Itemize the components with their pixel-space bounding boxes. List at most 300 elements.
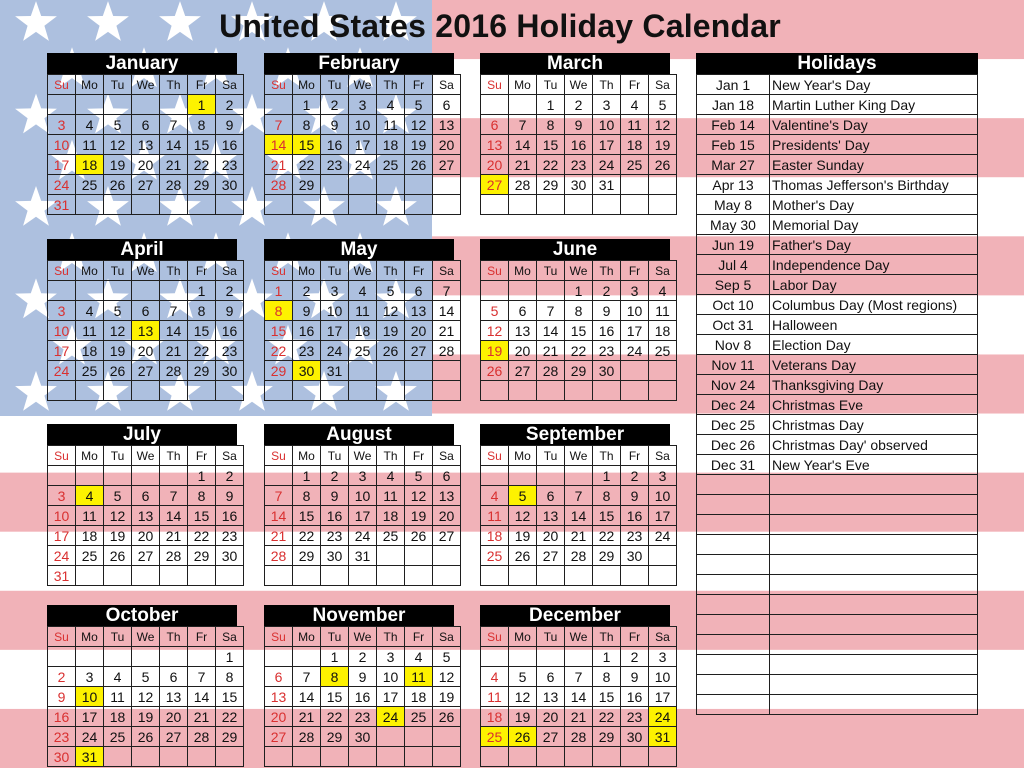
day-cell: 30	[216, 361, 244, 381]
weekday-label: We	[132, 627, 160, 647]
weekday-label: Tu	[104, 75, 132, 95]
holiday-date	[697, 675, 770, 695]
day-cell: 18	[76, 526, 104, 546]
day-cell: 5	[405, 95, 433, 115]
holiday-row	[697, 215, 978, 235]
day-cell	[104, 281, 132, 301]
day-cell: 25	[349, 341, 377, 361]
day-cell: 13	[433, 486, 461, 506]
day-cell: 21	[509, 155, 537, 175]
day-cell: 26	[405, 526, 433, 546]
weekday-label: Su	[481, 75, 509, 95]
holiday-name	[770, 475, 978, 495]
day-cell: 2	[565, 95, 593, 115]
day-cell	[537, 647, 565, 667]
day-cell	[48, 647, 76, 667]
page-title: United States 2016 Holiday Calendar	[219, 8, 781, 44]
day-cell: 21	[433, 321, 461, 341]
day-cell: 22	[216, 707, 244, 727]
day-cell: 9	[621, 486, 649, 506]
day-cell	[509, 466, 537, 486]
day-cell: 4	[76, 301, 104, 321]
week-row	[265, 566, 461, 586]
holiday-row	[697, 455, 978, 475]
day-cell	[76, 95, 104, 115]
day-cell: 22	[293, 155, 321, 175]
day-cell	[132, 466, 160, 486]
day-cell: 12	[405, 486, 433, 506]
day-cell: 12	[509, 506, 537, 526]
day-cell: 9	[321, 115, 349, 135]
holiday-name: Easter Sunday	[770, 155, 978, 175]
holiday-day-cell: 4	[76, 486, 104, 506]
day-cell: 19	[104, 341, 132, 361]
day-cell	[537, 281, 565, 301]
holiday-empty-row	[697, 695, 978, 715]
day-cell: 10	[349, 486, 377, 506]
day-cell: 21	[188, 707, 216, 727]
day-cell: 10	[649, 486, 677, 506]
day-cell	[76, 466, 104, 486]
weekday-label: We	[349, 627, 377, 647]
day-cell	[621, 361, 649, 381]
day-cell: 4	[377, 466, 405, 486]
day-cell: 22	[537, 155, 565, 175]
day-cell: 8	[188, 115, 216, 135]
day-cell: 20	[405, 321, 433, 341]
month-april	[47, 239, 237, 401]
day-cell	[188, 195, 216, 215]
day-cell	[132, 281, 160, 301]
day-cell: 17	[593, 135, 621, 155]
day-cell	[265, 466, 293, 486]
day-cell	[405, 546, 433, 566]
holiday-day-cell: 14	[265, 135, 293, 155]
day-cell: 4	[377, 95, 405, 115]
week-row	[48, 115, 244, 135]
weekday-label: Mo	[76, 75, 104, 95]
day-cell: 23	[593, 341, 621, 361]
week-row	[48, 361, 244, 381]
weekday-label: Fr	[405, 75, 433, 95]
day-cell: 27	[160, 727, 188, 747]
holiday-row	[697, 95, 978, 115]
day-cell	[565, 747, 593, 767]
week-row	[265, 361, 461, 381]
day-cell: 13	[132, 135, 160, 155]
day-cell	[565, 195, 593, 215]
day-cell: 29	[188, 546, 216, 566]
day-cell: 7	[265, 486, 293, 506]
day-cell: 10	[48, 321, 76, 341]
weekday-label: Sa	[433, 446, 461, 466]
holiday-empty-row	[697, 555, 978, 575]
day-cell	[76, 381, 104, 401]
week-row	[481, 195, 677, 215]
day-cell: 1	[537, 95, 565, 115]
holiday-date	[697, 515, 770, 535]
weekday-label: Th	[593, 75, 621, 95]
week-row	[265, 526, 461, 546]
day-cell: 29	[293, 546, 321, 566]
day-cell: 23	[216, 341, 244, 361]
day-cell: 13	[405, 301, 433, 321]
holiday-day-cell: 24	[649, 707, 677, 727]
weekday-label: Su	[48, 446, 76, 466]
day-cell: 19	[405, 506, 433, 526]
day-cell: 31	[593, 175, 621, 195]
holiday-row	[697, 375, 978, 395]
holiday-name: Thanksgiving Day	[770, 375, 978, 395]
day-cell	[293, 747, 321, 767]
day-cell	[481, 647, 509, 667]
day-cell: 3	[321, 281, 349, 301]
week-row	[265, 466, 461, 486]
day-cell	[649, 195, 677, 215]
day-cell	[509, 281, 537, 301]
day-cell: 13	[537, 687, 565, 707]
weekday-label: Su	[265, 627, 293, 647]
month-february	[264, 53, 454, 215]
weekday-label: Su	[265, 75, 293, 95]
day-cell: 26	[104, 546, 132, 566]
holiday-name: Labor Day	[770, 275, 978, 295]
holiday-date	[697, 595, 770, 615]
day-cell: 29	[537, 175, 565, 195]
weekday-label: Th	[377, 627, 405, 647]
day-cell: 11	[349, 301, 377, 321]
weekday-label: Fr	[621, 75, 649, 95]
day-cell: 16	[621, 506, 649, 526]
holiday-date: Jul 4	[697, 255, 770, 275]
day-cell: 5	[104, 115, 132, 135]
day-cell: 19	[405, 135, 433, 155]
day-cell	[433, 727, 461, 747]
holiday-day-cell: 10	[76, 687, 104, 707]
day-cell	[649, 546, 677, 566]
day-cell: 17	[649, 506, 677, 526]
holiday-row	[697, 115, 978, 135]
holiday-date: Sep 5	[697, 275, 770, 295]
day-cell: 18	[377, 135, 405, 155]
day-cell: 30	[565, 175, 593, 195]
day-cell	[377, 361, 405, 381]
weekday-label: Th	[377, 446, 405, 466]
day-cell: 6	[160, 667, 188, 687]
day-cell: 16	[293, 321, 321, 341]
day-cell: 16	[593, 321, 621, 341]
holiday-date	[697, 575, 770, 595]
day-cell: 22	[293, 526, 321, 546]
holiday-name: Christmas Day' observed	[770, 435, 978, 455]
day-cell: 5	[104, 301, 132, 321]
day-cell: 24	[48, 546, 76, 566]
day-cell: 1	[188, 281, 216, 301]
day-cell: 30	[621, 727, 649, 747]
week-row	[481, 747, 677, 767]
week-row	[48, 667, 244, 687]
day-cell: 24	[649, 526, 677, 546]
week-row	[48, 727, 244, 747]
week-row	[481, 546, 677, 566]
day-cell: 16	[216, 135, 244, 155]
day-cell: 23	[293, 341, 321, 361]
day-cell: 17	[48, 341, 76, 361]
holiday-date: Jan 18	[697, 95, 770, 115]
day-cell: 8	[188, 486, 216, 506]
day-cell: 16	[349, 687, 377, 707]
weekday-label: Mo	[509, 446, 537, 466]
weekday-row	[48, 627, 244, 647]
holiday-date: Dec 26	[697, 435, 770, 455]
day-cell: 3	[621, 281, 649, 301]
weekday-label: Sa	[649, 627, 677, 647]
week-row	[48, 546, 244, 566]
day-cell	[160, 281, 188, 301]
weekday-label: We	[565, 261, 593, 281]
weekday-row	[481, 446, 677, 466]
day-cell	[509, 747, 537, 767]
week-row	[481, 381, 677, 401]
week-row	[265, 175, 461, 195]
day-cell	[405, 175, 433, 195]
day-cell: 18	[481, 526, 509, 546]
day-cell: 6	[481, 115, 509, 135]
day-cell: 14	[160, 321, 188, 341]
day-cell	[509, 381, 537, 401]
weekday-label: Mo	[76, 261, 104, 281]
day-cell: 25	[377, 155, 405, 175]
weekday-row	[265, 446, 461, 466]
month-grid	[47, 626, 244, 767]
week-row	[48, 195, 244, 215]
day-cell: 10	[593, 115, 621, 135]
month-october	[47, 605, 237, 767]
day-cell: 14	[188, 687, 216, 707]
day-cell: 18	[481, 707, 509, 727]
month-grid	[480, 445, 677, 586]
week-row	[481, 341, 677, 361]
day-cell: 11	[76, 506, 104, 526]
weekday-label: Fr	[405, 261, 433, 281]
month-name: November	[264, 605, 454, 626]
day-cell: 28	[265, 546, 293, 566]
day-cell	[593, 747, 621, 767]
day-cell	[265, 647, 293, 667]
day-cell: 6	[132, 301, 160, 321]
day-cell: 3	[377, 647, 405, 667]
day-cell	[76, 281, 104, 301]
day-cell: 24	[321, 341, 349, 361]
day-cell: 2	[593, 281, 621, 301]
week-row	[265, 727, 461, 747]
day-cell: 27	[132, 361, 160, 381]
weekday-label: Sa	[216, 446, 244, 466]
day-cell	[433, 747, 461, 767]
day-cell: 6	[265, 667, 293, 687]
day-cell: 12	[433, 667, 461, 687]
weekday-label: Th	[160, 446, 188, 466]
day-cell: 7	[188, 667, 216, 687]
weekday-row	[265, 627, 461, 647]
week-row	[481, 175, 677, 195]
day-cell	[104, 95, 132, 115]
weekday-label: Mo	[293, 627, 321, 647]
week-row	[265, 155, 461, 175]
weekday-label: Fr	[621, 446, 649, 466]
day-cell: 8	[565, 301, 593, 321]
week-row	[48, 566, 244, 586]
weekday-label: Mo	[293, 261, 321, 281]
day-cell: 29	[265, 361, 293, 381]
week-row	[48, 95, 244, 115]
day-cell	[48, 466, 76, 486]
day-cell	[377, 747, 405, 767]
day-cell: 31	[321, 361, 349, 381]
holiday-name: Halloween	[770, 315, 978, 335]
day-cell: 26	[481, 361, 509, 381]
holiday-empty-row	[697, 515, 978, 535]
day-cell: 26	[104, 361, 132, 381]
day-cell	[76, 195, 104, 215]
day-cell: 6	[132, 115, 160, 135]
holiday-row	[697, 315, 978, 335]
day-cell: 31	[349, 546, 377, 566]
month-name: December	[480, 605, 670, 626]
week-row	[265, 747, 461, 767]
weekday-label: Fr	[188, 627, 216, 647]
day-cell: 24	[76, 727, 104, 747]
day-cell: 25	[76, 175, 104, 195]
day-cell	[132, 566, 160, 586]
week-row	[48, 155, 244, 175]
day-cell	[433, 361, 461, 381]
day-cell: 17	[321, 321, 349, 341]
month-name: July	[47, 424, 237, 445]
week-row	[481, 281, 677, 301]
day-cell: 13	[160, 687, 188, 707]
day-cell: 25	[76, 361, 104, 381]
day-cell	[593, 566, 621, 586]
weekday-label: Mo	[509, 261, 537, 281]
day-cell	[649, 361, 677, 381]
day-cell: 11	[481, 506, 509, 526]
day-cell: 20	[433, 506, 461, 526]
holiday-date	[697, 495, 770, 515]
weekday-label: Th	[377, 75, 405, 95]
day-cell	[265, 381, 293, 401]
weekday-label: We	[565, 627, 593, 647]
holiday-date	[697, 555, 770, 575]
day-cell: 13	[132, 506, 160, 526]
holiday-date	[697, 695, 770, 715]
week-row	[481, 727, 677, 747]
day-cell: 29	[216, 727, 244, 747]
day-cell: 4	[76, 115, 104, 135]
day-cell	[377, 546, 405, 566]
day-cell: 23	[321, 155, 349, 175]
day-cell: 27	[265, 727, 293, 747]
day-cell: 1	[565, 281, 593, 301]
week-row	[48, 301, 244, 321]
holiday-name: Columbus Day (Most regions)	[770, 295, 978, 315]
day-cell: 18	[377, 506, 405, 526]
day-cell: 23	[216, 155, 244, 175]
day-cell: 12	[405, 115, 433, 135]
day-cell: 17	[649, 687, 677, 707]
day-cell: 3	[48, 115, 76, 135]
weekday-label: Tu	[321, 261, 349, 281]
weekday-label: Fr	[405, 446, 433, 466]
day-cell: 22	[188, 155, 216, 175]
weekday-row	[481, 261, 677, 281]
day-cell	[293, 195, 321, 215]
holiday-name: Valentine's Day	[770, 115, 978, 135]
day-cell: 2	[216, 95, 244, 115]
holiday-name: Christmas Day	[770, 415, 978, 435]
day-cell	[132, 381, 160, 401]
day-cell	[321, 566, 349, 586]
month-grid	[264, 626, 461, 767]
holiday-date	[697, 475, 770, 495]
day-cell	[48, 381, 76, 401]
day-cell	[216, 566, 244, 586]
weekday-label: Tu	[321, 627, 349, 647]
day-cell: 19	[509, 526, 537, 546]
month-name: August	[264, 424, 454, 445]
day-cell: 24	[48, 175, 76, 195]
holiday-name: Veterans Day	[770, 355, 978, 375]
holiday-date: Dec 24	[697, 395, 770, 415]
day-cell	[405, 361, 433, 381]
weekday-label: We	[132, 446, 160, 466]
week-row	[265, 486, 461, 506]
day-cell: 25	[377, 526, 405, 546]
day-cell	[537, 195, 565, 215]
week-row	[265, 546, 461, 566]
weekday-label: Sa	[649, 75, 677, 95]
holiday-name	[770, 555, 978, 575]
day-cell	[104, 647, 132, 667]
day-cell: 15	[565, 321, 593, 341]
holiday-empty-row	[697, 595, 978, 615]
day-cell	[160, 466, 188, 486]
holiday-name	[770, 695, 978, 715]
week-row	[48, 281, 244, 301]
day-cell: 26	[377, 341, 405, 361]
holiday-date: Jan 1	[697, 75, 770, 95]
week-row	[48, 687, 244, 707]
day-cell	[433, 546, 461, 566]
holiday-name	[770, 575, 978, 595]
holiday-row	[697, 355, 978, 375]
week-row	[265, 667, 461, 687]
weekday-label: Tu	[537, 261, 565, 281]
holiday-date	[697, 615, 770, 635]
holiday-row	[697, 195, 978, 215]
week-row	[265, 707, 461, 727]
week-row	[48, 341, 244, 361]
day-cell	[433, 175, 461, 195]
day-cell: 28	[160, 361, 188, 381]
day-cell: 27	[132, 546, 160, 566]
day-cell	[216, 381, 244, 401]
weekday-label: We	[565, 75, 593, 95]
day-cell	[405, 381, 433, 401]
day-cell: 15	[188, 506, 216, 526]
holiday-name: Thomas Jefferson's Birthday	[770, 175, 978, 195]
day-cell: 29	[593, 546, 621, 566]
